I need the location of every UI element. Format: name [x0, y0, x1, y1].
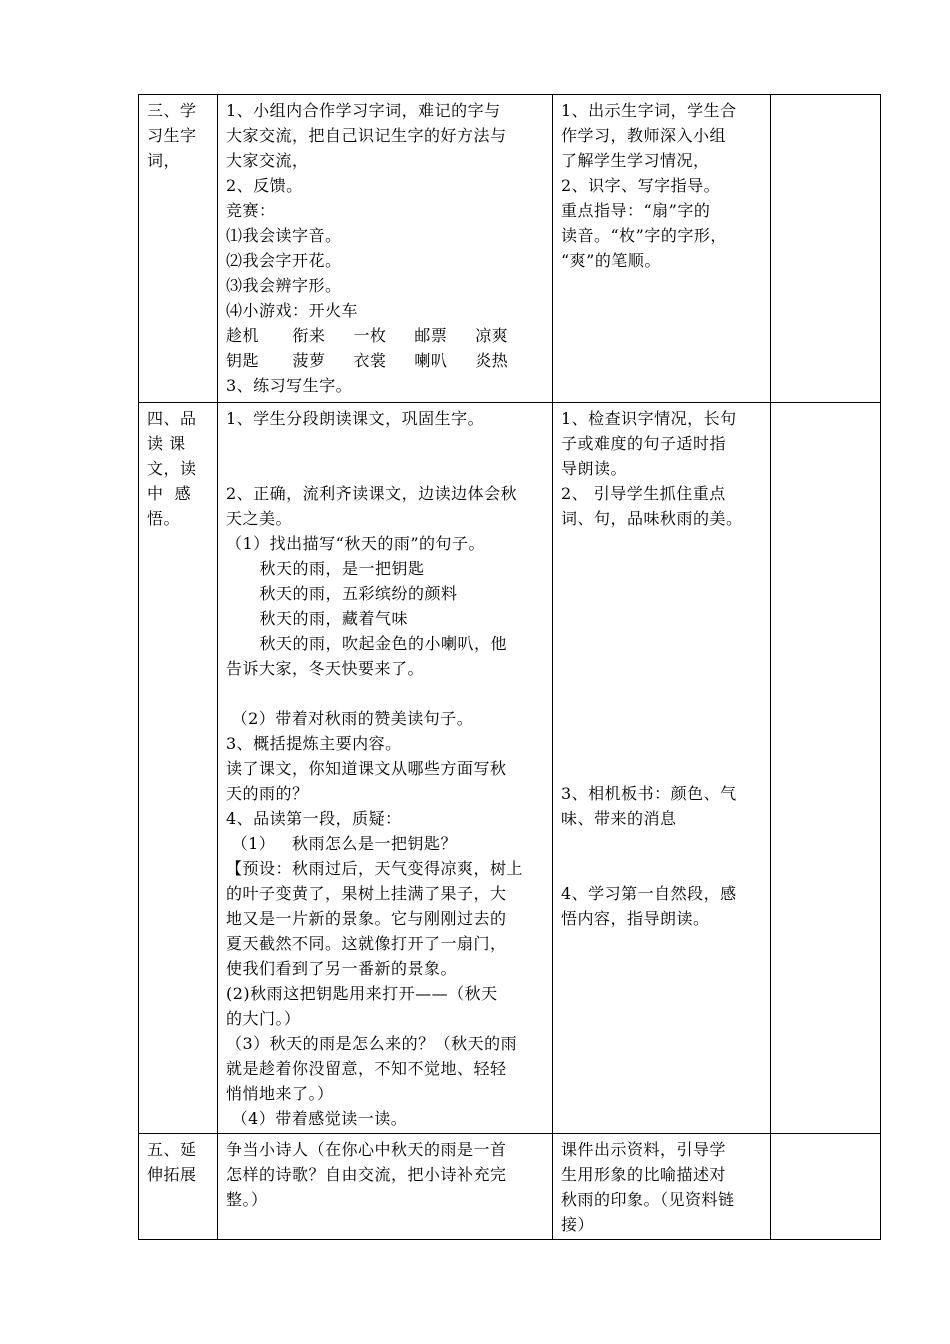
stage-cell	[139, 95, 218, 403]
teacher-activity-cell	[553, 95, 771, 403]
text-line: 大家交流，	[226, 151, 309, 170]
text-line: 3、相机板书：颜色、气	[561, 784, 737, 803]
text-line: ⑶我会辨字形。	[226, 276, 342, 295]
text-line	[561, 856, 764, 881]
text-line: 1、出示生字词，学生合	[561, 101, 737, 120]
text-line: （1）找出描写“秋天的雨”的句子。	[226, 534, 486, 553]
text-line	[561, 556, 764, 581]
table-row	[139, 1134, 881, 1240]
text-line: 的大门。）	[226, 1009, 301, 1028]
text-line: 趁机 衔来 一枚 邮票 凉爽	[226, 326, 509, 345]
text-line: 使我们看到了另一番新的景象。	[226, 959, 458, 978]
teacher-activity-cell	[553, 403, 771, 1134]
text-line: （4）带着感觉读一读。	[226, 1109, 408, 1128]
lesson-plan-table	[138, 94, 881, 1240]
note-cell	[771, 1134, 881, 1240]
stage-cell	[139, 403, 218, 1134]
text-line: 导朗读。	[561, 459, 628, 478]
text-line: 4、品读第一段，质疑：	[226, 809, 402, 828]
text-line: 子或难度的句子适时指	[561, 434, 727, 453]
text-line	[779, 406, 874, 431]
text-line	[561, 831, 764, 856]
text-line: 3、练习写生字。	[226, 376, 353, 395]
text-line: 夏天截然不同。这就像打开了一扇门，	[226, 934, 507, 953]
note-cell	[771, 95, 881, 403]
text-line: 味、带来的消息	[561, 809, 677, 828]
text-line: 读音。“枚”字的字形，	[561, 226, 727, 245]
text-line: 接）	[561, 1215, 595, 1234]
text-line: （2）带着对秋雨的赞美读句子。	[226, 709, 474, 728]
text-line: 习生字	[147, 126, 197, 145]
text-line: 4、学习第一自然段，感	[561, 884, 737, 903]
text-line: （3）秋天的雨是怎么来的？（秋天的雨	[226, 1034, 518, 1053]
text-line: 2、识字、写字指导。	[561, 176, 721, 195]
student-activity-cell	[218, 95, 553, 403]
text-line: 伸拓展	[147, 1165, 197, 1184]
text-line: 作学习，教师深入小组	[561, 126, 727, 145]
text-line: 1、小组内合作学习字词，难记的字与	[226, 101, 501, 120]
text-line: 秋雨的印象。（见资料链	[561, 1190, 735, 1209]
text-line: （1） 秋雨怎么是一把钥匙？	[226, 834, 458, 853]
text-line: 天之美。	[226, 509, 293, 528]
text-line: (2)秋雨这把钥匙用来打开——（秋天	[226, 984, 498, 1003]
text-line: ⑵我会字开花。	[226, 251, 342, 270]
text-line: 2、正确，流利齐读课文，边读边体会秋	[226, 484, 518, 503]
text-line: 读 课	[147, 434, 186, 453]
text-line	[561, 681, 764, 706]
stage-cell	[139, 1134, 218, 1240]
text-line: 悄悄地来了。）	[226, 1084, 334, 1103]
text-line	[779, 1137, 874, 1162]
table-row	[139, 95, 881, 403]
teacher-activity-cell	[553, 1134, 771, 1240]
text-line: 地又是一片新的景象。它与刚刚过去的	[226, 909, 507, 928]
text-line: 整。）	[226, 1190, 268, 1209]
text-line: 2、反馈。	[226, 176, 303, 195]
student-activity-cell	[218, 403, 553, 1134]
text-line: 秋天的雨，藏着气味	[226, 609, 409, 628]
text-line: 悟。	[147, 509, 181, 528]
note-cell	[771, 403, 881, 1134]
text-line: 告诉大家，冬天快要来了。	[226, 659, 425, 678]
text-line: 秋天的雨，是一把钥匙	[226, 559, 425, 578]
text-line	[226, 681, 546, 706]
text-line	[779, 98, 874, 123]
text-line: 文，读	[147, 459, 197, 478]
text-line	[561, 581, 764, 606]
text-line: 的叶子变黄了，果树上挂满了果子，大	[226, 884, 507, 903]
text-line: 大家交流，把自己识记生字的好方法与	[226, 126, 507, 145]
text-line: 三、学	[147, 101, 197, 120]
text-line: ⑷小游戏：开火车	[226, 301, 359, 320]
table-row	[139, 403, 881, 1134]
student-activity-cell	[218, 1134, 553, 1240]
text-line: 中 感	[147, 484, 192, 503]
text-line: 生用形象的比喻描述对	[561, 1165, 727, 1184]
text-line: 读了课文，你知道课文从哪些方面写秋	[226, 759, 507, 778]
text-line: 天的雨的？	[226, 784, 309, 803]
text-line: 【预设：秋雨过后，天气变得凉爽，树上	[226, 859, 524, 878]
text-line: 课件出示资料，引导学	[561, 1140, 727, 1159]
text-line: 了解学生学习情况，	[561, 151, 710, 170]
text-line: “爽”的笔顺。	[561, 251, 661, 270]
text-line: 五、延	[147, 1140, 197, 1159]
text-line	[561, 606, 764, 631]
text-line	[561, 631, 764, 656]
text-line: 秋天的雨，五彩缤纷的颜料	[226, 584, 458, 603]
text-line: 竞赛：	[226, 201, 276, 220]
text-line: ⑴我会读字音。	[226, 226, 342, 245]
text-line	[561, 531, 764, 556]
text-line	[226, 431, 546, 456]
text-line: 悟内容，指导朗读。	[561, 909, 710, 928]
text-line: 秋天的雨，吹起金色的小喇叭，他	[226, 634, 508, 653]
text-line: 1、学生分段朗读课文，巩固生字。	[226, 409, 485, 428]
text-line: 词、句，品味秋雨的美。	[561, 509, 743, 528]
text-line	[561, 656, 764, 681]
text-line: 词，	[147, 151, 181, 170]
text-line: 钥匙 菠萝 衣裳 喇叭 炎热	[226, 351, 509, 370]
text-line: 重点指导：“扇”字的	[561, 201, 711, 220]
text-line: 争当小诗人（在你心中秋天的雨是一首	[226, 1140, 507, 1159]
text-line: 2、 引导学生抓住重点	[561, 484, 726, 503]
text-line	[561, 731, 764, 756]
text-line: 怎样的诗歌？自由交流，把小诗补充完	[226, 1165, 507, 1184]
text-line	[561, 706, 764, 731]
text-line: 1、检查识字情况，长句	[561, 409, 737, 428]
text-line	[561, 756, 764, 781]
text-line: 就是趁着你没留意，不知不觉地、轻轻	[226, 1059, 507, 1078]
text-line: 四、品	[147, 409, 197, 428]
lesson-plan-body	[139, 95, 881, 1240]
text-line	[226, 456, 546, 481]
text-line: 3、概括提炼主要内容。	[226, 734, 402, 753]
